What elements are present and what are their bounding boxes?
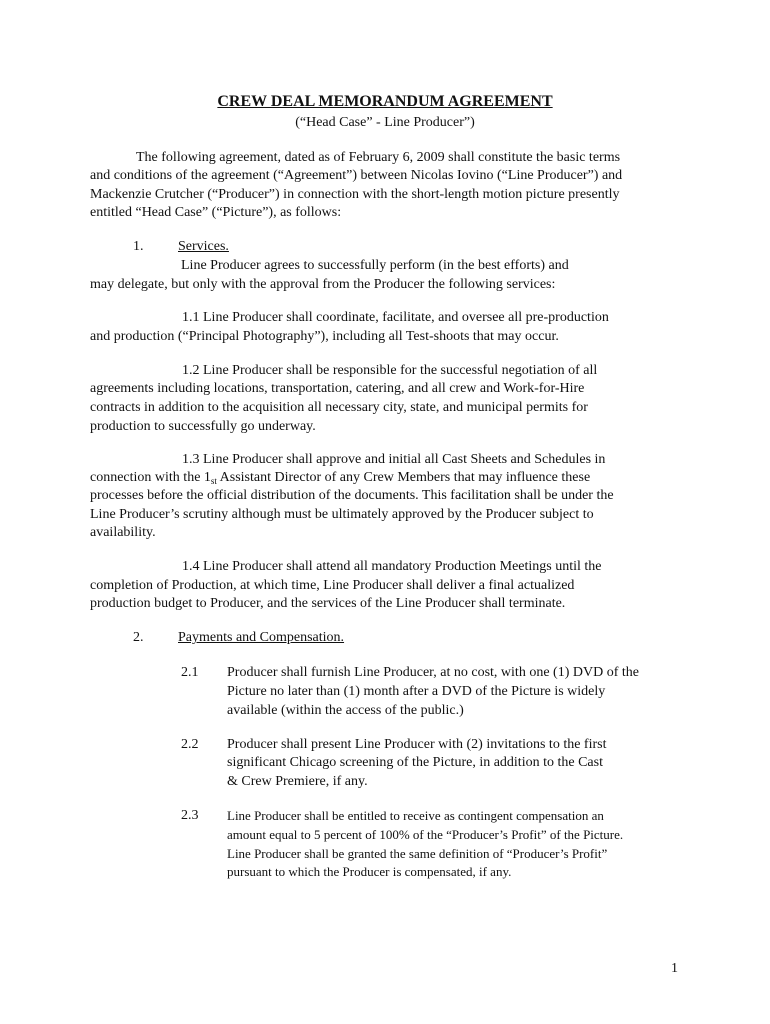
page-number: 1 — [671, 961, 678, 976]
clause-1-3: 1.3 Line Producer shall approve and initial all Cast Sheets and Schedules in — [182, 452, 606, 467]
clause-1-3: connection with the $1_{st}$ Assistant Director of any Crew Members that may influence these — [90, 470, 591, 486]
clause-1-4: production budget to Producer, and the services of the Line Producer shall terminate. — [90, 596, 566, 611]
clause-2-3: pursuant to which the Producer is compensated, if any. — [227, 864, 512, 879]
intro-line: The following agreement, dated as of February 6, 2009 shall constitute the basic terms — [136, 150, 621, 165]
intro-line: entitled “Head Case” (“Picture”), as follows: — [90, 205, 342, 220]
clause-2-3: Line Producer shall be granted the same definition of “Producer’s Profit” — [227, 846, 608, 861]
intro-line: and conditions of the agreement (“Agreement”) between Nicolas Iovino (“Line Producer”) and — [90, 168, 623, 183]
clause-1-3: availability. — [90, 525, 156, 540]
clause-2-2: significant Chicago screening of the Picture, in addition to the Cast — [227, 755, 603, 770]
clause-2-2: & Crew Premiere, if any. — [227, 774, 368, 789]
clause-2-3: Line Producer shall be entitled to receive as contingent compensation an — [227, 808, 604, 823]
ordinal-suffix: st — [210, 476, 217, 486]
section-1-text: may delegate, but only with the approval from the Producer the following services: — [90, 277, 556, 292]
clause-2-1: Producer shall furnish Line Producer, at no cost, with one (1) DVD of the — [227, 665, 639, 680]
clause-2-2-number: 2.2 — [181, 737, 199, 752]
section-2-heading: Payments and Compensation. — [178, 630, 345, 645]
clause-1-1: and production (“Principal Photography”), including all Test-shoots that may occur. — [90, 329, 559, 344]
clause-1-2: production to successfully go underway. — [90, 419, 316, 434]
section-1-number: 1. — [133, 239, 144, 254]
clause-2-1: available (within the access of the public.) — [227, 703, 464, 718]
document-subtitle: (“Head Case” - Line Producer”) — [295, 115, 475, 130]
clause-2-1-number: 2.1 — [181, 665, 199, 680]
section-2-number: 2. — [133, 630, 144, 645]
section-1-text: Line Producer agrees to successfully perform (in the best efforts) and — [181, 258, 569, 273]
clause-1-4: completion of Production, at which time, Line Producer shall deliver a final actualized — [90, 578, 575, 593]
clause-2-3: amount equal to 5 percent of 100% of the “Producer’s Profit” of the Picture. — [227, 827, 624, 842]
clause-1-4: 1.4 Line Producer shall attend all mandatory Production Meetings until the — [182, 559, 602, 574]
clause-2-3-number: 2.3 — [181, 808, 199, 823]
clause-1-2: contracts in addition to the acquisition all necessary city, state, and municipal permits for — [90, 400, 588, 415]
document-title: CREW DEAL MEMORANDUM AGREEMENT — [217, 93, 553, 110]
clause-1-3: processes before the official distribution of the documents. This facilitation shall be under the — [90, 488, 614, 503]
clause-1-2: 1.2 Line Producer shall be responsible for the successful negotiation of all — [182, 363, 598, 378]
clause-2-1: Picture no later than (1) month after a DVD of the Picture is widely — [227, 684, 606, 699]
clause-1-2: agreements including locations, transportation, catering, and all crew and Work-for-Hire — [90, 381, 585, 396]
clause-2-2: Producer shall present Line Producer with (2) invitations to the first — [227, 737, 607, 752]
intro-line: Mackenzie Crutcher (“Producer”) in connection with the short-length motion picture presently — [90, 187, 620, 202]
clause-1-1: 1.1 Line Producer shall coordinate, facilitate, and oversee all pre-production — [182, 310, 609, 325]
clause-1-3: Line Producer’s scrutiny although must be ultimately approved by the Producer subject to — [90, 507, 594, 522]
section-1-heading: Services. — [178, 239, 229, 254]
